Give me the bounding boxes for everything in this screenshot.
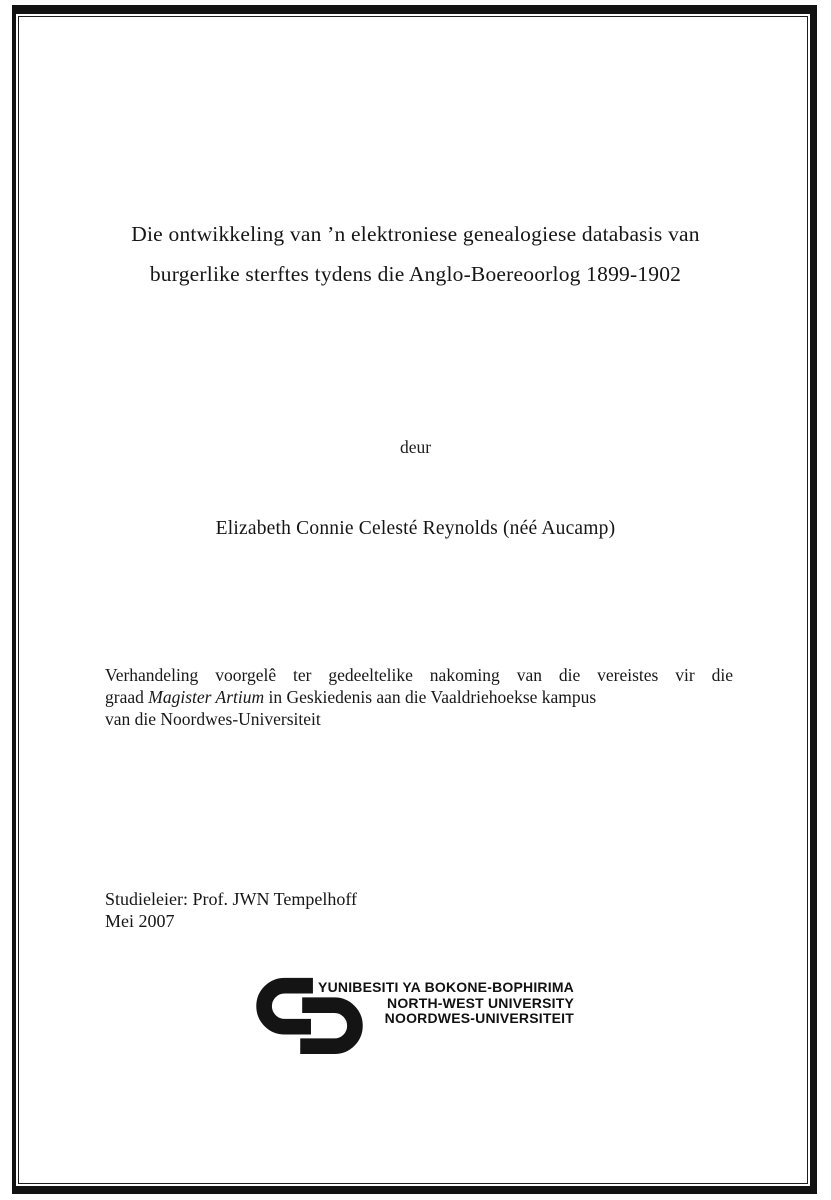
submission-line-2-pre: graad: [105, 687, 149, 707]
supervisor-block: [105, 888, 357, 932]
nwu-logo-text: [316, 980, 574, 1027]
submission-statement: [105, 664, 733, 730]
nwu-logo-text-line-2: NORTH-WEST UNIVERSITY: [387, 994, 574, 1011]
thesis-title-line-1: Die ontwikkeling van ’n elektroniese genealogiese databasis van: [131, 222, 700, 246]
submission-line-2: [105, 686, 733, 708]
submission-line-2-post: in Geskiedenis aan die Vaaldriehoekse kampus: [264, 687, 597, 707]
supervisor-line: Studieleier: Prof. JWN Tempelhoff: [105, 889, 358, 909]
submission-line-3: van die Noordwes-Universiteit: [105, 709, 321, 729]
author-name: Elizabeth Connie Celesté Reynolds (néé Aucamp): [215, 518, 616, 539]
nwu-logo-text-line-3: NOORDWES-UNIVERSITEIT: [384, 1010, 574, 1026]
thesis-title: [60, 214, 771, 294]
nwu-logo: [256, 970, 586, 1058]
nwu-logo-text-line-1: YUNIBESITI YA BOKONE-BOPHIRIMA: [318, 979, 574, 995]
byline-deur: deur: [399, 437, 432, 457]
degree-name-italic: Magister Artium: [148, 687, 265, 707]
date-line: Mei 2007: [105, 911, 175, 931]
thesis-title-line-2: burgerlike sterftes tydens die Anglo-Boereoorlog 1899-1902: [149, 262, 682, 286]
submission-line-1: Verhandeling voorgelê ter gedeeltelike nakoming van die vereistes vir die: [105, 665, 733, 685]
